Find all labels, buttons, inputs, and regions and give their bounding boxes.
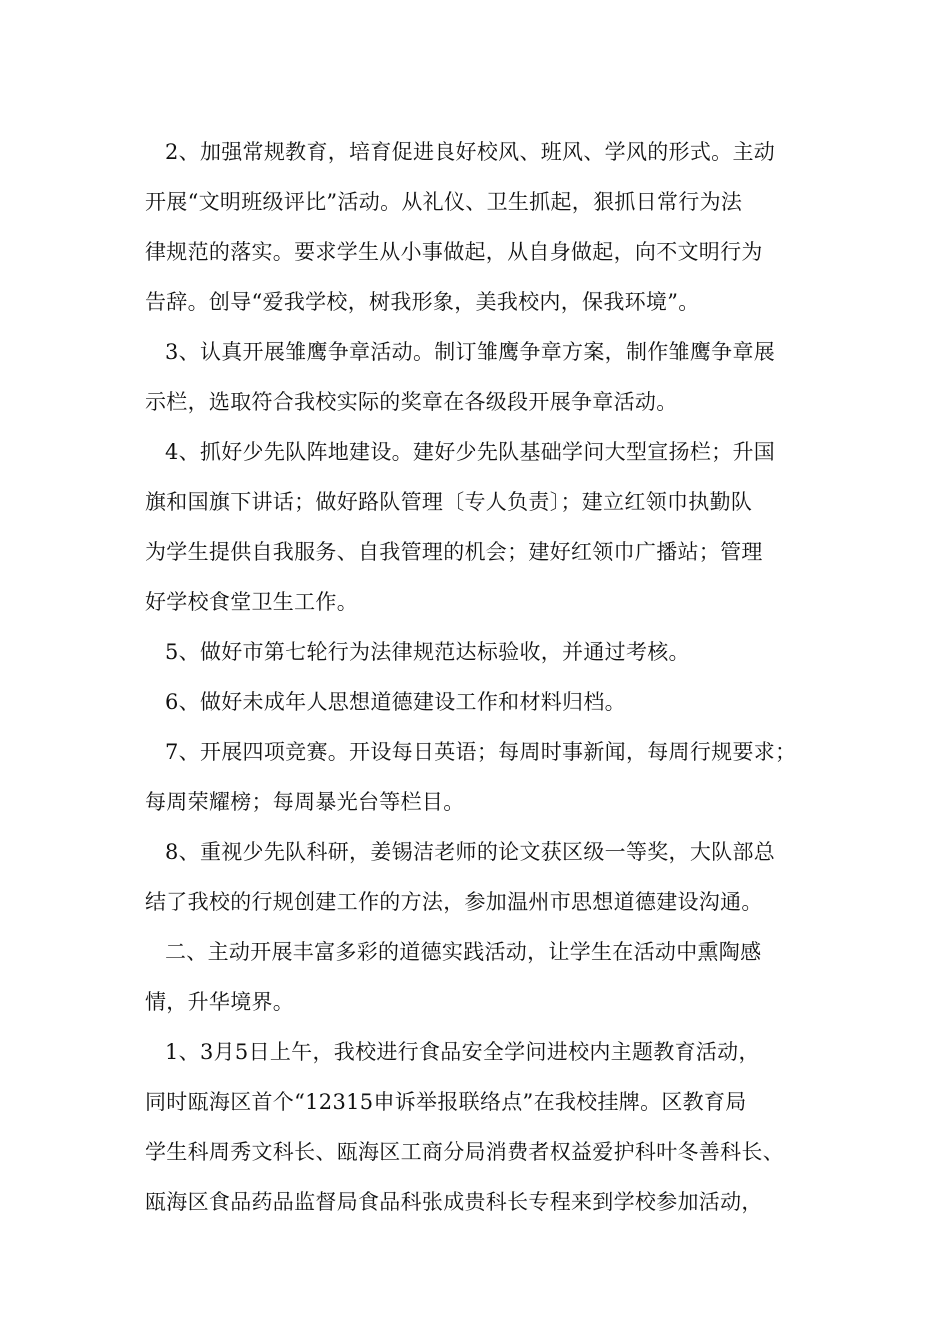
text-line: 瓯海区食品药品监督局食品科张成贵科长专程来到学校参加活动， <box>145 1190 763 1214</box>
text-line: 开展“文明班级评比”活动。从礼仪、卫生抓起，狠抓日常行为法 <box>145 190 743 214</box>
text-line: 旗和国旗下讲话；做好路队管理〔专人负责〕；建立红领巾执勤队 <box>145 490 753 514</box>
text-line: 结了我校的行规创建工作的方法，参加温州市思想道德建设沟通。 <box>145 890 763 914</box>
text-line: 3、认真开展雏鹰争章活动。制订雏鹰争章方案，制作雏鹰争章展 <box>165 340 776 364</box>
text-line: 1、3月5日上午，我校进行食品安全学问进校内主题教育活动， <box>165 1040 760 1064</box>
text-line: 学生科周秀文科长、瓯海区工商分局消费者权益爱护科叶冬善科长、 <box>145 1140 784 1164</box>
text-line: 律规范的落实。要求学生从小事做起，从自身做起，向不文明行为 <box>145 240 763 264</box>
text-line: 2、加强常规教育，培育促进良好校风、班风、学风的形式。主动 <box>165 140 776 164</box>
text-line: 8、重视少先队科研，姜锡洁老师的论文获区级一等奖，大队部总 <box>165 840 776 864</box>
text-line: 4、抓好少先队阵地建设。建好少先队基础学问大型宣扬栏；升国 <box>165 440 776 464</box>
text-line: 每周荣耀榜；每周暴光台等栏目。 <box>145 790 465 814</box>
text-line: 7、开展四项竞赛。开设每日英语；每周时事新闻，每周行规要求； <box>165 740 797 764</box>
text-line: 同时瓯海区首个“12315申诉举报联络点”在我校挂牌。区教育局 <box>145 1090 747 1114</box>
document-body <box>145 127 815 1227</box>
text-line: 示栏，选取符合我校实际的奖章在各级段开展争章活动。 <box>145 390 678 414</box>
text-line: 5、做好市第七轮行为法律规范达标验收，并通过考核。 <box>165 640 690 664</box>
text-line: 情，升华境界。 <box>145 990 295 1014</box>
text-line: 6、做好未成年人思想道德建设工作和材料归档。 <box>165 690 626 714</box>
text-line: 好学校食堂卫生工作。 <box>145 590 358 614</box>
text-line: 为学生提供自我服务、自我管理的机会；建好红领巾广播站；管理 <box>145 540 763 564</box>
text-line: 告辞。创导“爱我学校，树我形象，美我校内，保我环境”。 <box>145 290 700 314</box>
text-line: 二、主动开展丰富多彩的道德实践活动，让学生在活动中熏陶感 <box>165 940 762 964</box>
